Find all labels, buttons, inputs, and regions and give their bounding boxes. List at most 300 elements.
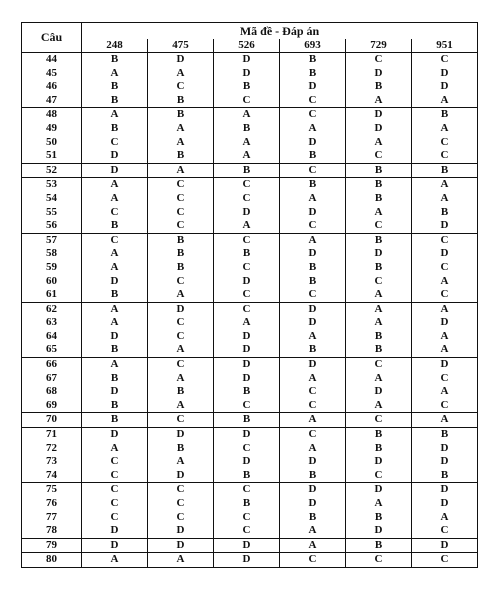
table-row (22, 233, 478, 247)
answer-cell: C (82, 136, 148, 150)
answer-cell: D (214, 372, 280, 386)
answer-cell: B (148, 108, 214, 122)
answer-cell: C (214, 94, 280, 108)
table-row (22, 80, 478, 94)
question-number-cell: 55 (22, 206, 82, 220)
answer-cell: A (148, 372, 214, 386)
answer-cell: C (346, 358, 412, 372)
table-row (22, 483, 478, 497)
answer-cell: A (148, 288, 214, 302)
answer-cell: C (412, 372, 478, 386)
answer-cell: D (412, 358, 478, 372)
answer-cell: C (412, 288, 478, 302)
answer-cell: A (412, 192, 478, 206)
exam-code-header: 248 (82, 39, 148, 53)
answer-cell: B (82, 53, 148, 67)
answer-cell: B (82, 80, 148, 94)
question-number-cell: 59 (22, 261, 82, 275)
table-row (22, 163, 478, 178)
answer-cell: B (214, 385, 280, 399)
answer-cell: A (412, 178, 478, 192)
answer-cell: D (214, 67, 280, 81)
answer-cell: B (148, 385, 214, 399)
answer-cell: C (214, 442, 280, 456)
answer-cell: A (82, 442, 148, 456)
answer-cell: A (346, 206, 412, 220)
answer-cell: C (82, 206, 148, 220)
answer-cell: C (412, 233, 478, 247)
answer-cell: D (214, 343, 280, 357)
answer-cell: D (82, 163, 148, 178)
answer-cell: A (412, 94, 478, 108)
table-row (22, 330, 478, 344)
answer-cell: B (148, 261, 214, 275)
answer-cell: C (148, 192, 214, 206)
question-number-cell: 46 (22, 80, 82, 94)
answer-cell: B (214, 497, 280, 511)
table-row (22, 178, 478, 192)
question-number-cell: 53 (22, 178, 82, 192)
answer-cell: A (346, 94, 412, 108)
answer-cell: D (280, 483, 346, 497)
answer-cell: B (346, 178, 412, 192)
answer-cell: A (148, 122, 214, 136)
table-row (22, 553, 478, 568)
answer-cell: B (346, 442, 412, 456)
answer-cell: D (214, 455, 280, 469)
answer-cell: D (280, 136, 346, 150)
answer-cell: C (214, 261, 280, 275)
answer-cell: A (82, 247, 148, 261)
answer-cell: C (346, 275, 412, 289)
answer-cell: A (214, 219, 280, 233)
answer-cell: A (148, 399, 214, 413)
answer-cell: A (412, 343, 478, 357)
answer-cell: B (280, 178, 346, 192)
answer-cell: A (214, 149, 280, 163)
answer-cell: D (412, 67, 478, 81)
question-number-cell: 67 (22, 372, 82, 386)
answer-rows (22, 53, 478, 568)
answer-cell: B (214, 163, 280, 178)
exam-code-header: 693 (280, 39, 346, 53)
answer-cell: A (412, 302, 478, 316)
answer-cell: B (148, 94, 214, 108)
answer-cell: D (148, 524, 214, 538)
exam-code-header: 526 (214, 39, 280, 53)
table-row (22, 358, 478, 372)
table-row (22, 108, 478, 122)
table-row (22, 511, 478, 525)
answer-cell: C (412, 136, 478, 150)
answer-cell: B (82, 399, 148, 413)
question-number-cell: 68 (22, 385, 82, 399)
answer-cell: D (280, 358, 346, 372)
answer-cell: C (214, 288, 280, 302)
answer-cell: D (148, 538, 214, 553)
question-number-cell: 63 (22, 316, 82, 330)
answer-cell: D (280, 316, 346, 330)
answer-cell: C (280, 385, 346, 399)
answer-cell: D (214, 538, 280, 553)
table-row (22, 316, 478, 330)
answer-cell: D (346, 67, 412, 81)
answer-cell: A (82, 67, 148, 81)
question-number-cell: 57 (22, 233, 82, 247)
answer-cell: B (412, 428, 478, 442)
answer-cell: A (214, 108, 280, 122)
answer-cell: C (82, 469, 148, 483)
answer-cell: C (280, 428, 346, 442)
table-row (22, 372, 478, 386)
answer-cell: B (82, 413, 148, 428)
table-row (22, 442, 478, 456)
answer-cell: B (148, 247, 214, 261)
table-row (22, 343, 478, 357)
table-row (22, 385, 478, 399)
answer-cell: A (82, 302, 148, 316)
answer-cell: B (148, 442, 214, 456)
answer-cell: C (214, 399, 280, 413)
answer-cell: C (346, 219, 412, 233)
answer-cell: C (148, 511, 214, 525)
answer-cell: D (280, 497, 346, 511)
answer-cell: D (148, 428, 214, 442)
answer-cell: C (148, 178, 214, 192)
answer-key-table-wrapper (21, 22, 478, 568)
answer-cell: C (148, 330, 214, 344)
answer-cell: C (214, 233, 280, 247)
table-row (22, 149, 478, 163)
answer-cell: C (82, 483, 148, 497)
answer-cell: A (346, 136, 412, 150)
answer-cell: D (280, 206, 346, 220)
table-row (22, 261, 478, 275)
answer-cell: D (280, 247, 346, 261)
table-row (22, 53, 478, 67)
table-row (22, 302, 478, 316)
answer-cell: D (346, 455, 412, 469)
answer-cell: C (346, 469, 412, 483)
question-number-cell: 52 (22, 163, 82, 178)
answer-cell: C (280, 399, 346, 413)
answer-cell: C (214, 524, 280, 538)
question-number-cell: 49 (22, 122, 82, 136)
question-number-cell: 56 (22, 219, 82, 233)
answer-cell: D (214, 330, 280, 344)
table-row (22, 122, 478, 136)
question-number-cell: 70 (22, 413, 82, 428)
answer-cell: A (82, 178, 148, 192)
answer-cell: A (346, 372, 412, 386)
table-row (22, 94, 478, 108)
answer-cell: A (214, 316, 280, 330)
question-number-cell: 58 (22, 247, 82, 261)
answer-cell: B (346, 511, 412, 525)
answer-cell: B (346, 261, 412, 275)
table-row (22, 192, 478, 206)
answer-cell: D (214, 358, 280, 372)
answer-key-table (21, 22, 478, 568)
answer-cell: A (412, 385, 478, 399)
answer-cell: A (412, 511, 478, 525)
answer-cell: A (280, 538, 346, 553)
answer-cell: D (214, 53, 280, 67)
answer-cell: A (82, 358, 148, 372)
answer-cell: C (280, 219, 346, 233)
answer-cell: D (346, 483, 412, 497)
answer-cell: A (214, 136, 280, 150)
answer-cell: A (280, 330, 346, 344)
exam-code-header: 729 (346, 39, 412, 53)
answer-cell: C (214, 192, 280, 206)
answer-cell: A (280, 442, 346, 456)
exam-code-header: 475 (148, 39, 214, 53)
answer-cell: D (412, 219, 478, 233)
answer-cell: A (148, 163, 214, 178)
answer-cell: C (148, 413, 214, 428)
table-row (22, 497, 478, 511)
answer-cell: C (280, 288, 346, 302)
answer-cell: D (412, 442, 478, 456)
answer-cell: B (214, 247, 280, 261)
answer-cell: B (280, 511, 346, 525)
table-row (22, 413, 478, 428)
answer-cell: B (346, 428, 412, 442)
answer-cell: B (82, 122, 148, 136)
answer-cell: D (346, 247, 412, 261)
answer-cell: C (214, 511, 280, 525)
answer-cell: D (148, 469, 214, 483)
answer-cell: B (82, 94, 148, 108)
answer-cell: D (346, 122, 412, 136)
answer-cell: C (346, 53, 412, 67)
question-number-cell: 77 (22, 511, 82, 525)
table-row (22, 428, 478, 442)
question-number-cell: 80 (22, 553, 82, 568)
answer-cell: D (412, 538, 478, 553)
answer-cell: B (346, 233, 412, 247)
answer-cell: B (346, 163, 412, 178)
question-number-cell: 69 (22, 399, 82, 413)
answer-cell: C (82, 511, 148, 525)
answer-cell: C (412, 553, 478, 568)
answer-cell: C (148, 275, 214, 289)
answer-cell: B (412, 163, 478, 178)
answer-cell: D (82, 385, 148, 399)
answer-cell: B (148, 149, 214, 163)
answer-cell: C (346, 553, 412, 568)
question-number-cell: 62 (22, 302, 82, 316)
question-number-cell: 78 (22, 524, 82, 538)
question-number-cell: 73 (22, 455, 82, 469)
answer-cell: A (148, 67, 214, 81)
question-number-cell: 50 (22, 136, 82, 150)
answer-cell: A (346, 316, 412, 330)
answer-cell: A (82, 108, 148, 122)
answer-cell: B (346, 330, 412, 344)
answer-cell: C (214, 302, 280, 316)
answer-cell: D (280, 455, 346, 469)
answer-cell: B (82, 219, 148, 233)
answer-cell: C (412, 524, 478, 538)
answer-cell: C (148, 206, 214, 220)
answer-cell: C (214, 483, 280, 497)
question-number-cell: 60 (22, 275, 82, 289)
answer-cell: C (148, 358, 214, 372)
answer-cell: A (412, 275, 478, 289)
answer-cell: A (148, 343, 214, 357)
answer-cell: B (214, 469, 280, 483)
answer-cell: D (148, 302, 214, 316)
answer-cell: B (412, 206, 478, 220)
answer-cell: D (82, 428, 148, 442)
answer-cell: B (280, 469, 346, 483)
answer-cell: B (280, 343, 346, 357)
question-number-cell: 54 (22, 192, 82, 206)
question-number-cell: 76 (22, 497, 82, 511)
table-row (22, 219, 478, 233)
answer-cell: C (346, 413, 412, 428)
answer-cell: C (82, 455, 148, 469)
answer-cell: A (148, 553, 214, 568)
answer-cell: C (412, 149, 478, 163)
table-row (22, 455, 478, 469)
answer-cell: B (82, 343, 148, 357)
answer-cell: A (412, 330, 478, 344)
answer-cell: D (412, 497, 478, 511)
table-row (22, 399, 478, 413)
answer-cell: B (214, 413, 280, 428)
answer-cell: C (280, 94, 346, 108)
table-row (22, 275, 478, 289)
exam-code-group-header: Mã đề - Đáp án (82, 23, 478, 40)
answer-cell: B (280, 53, 346, 67)
answer-cell: D (82, 538, 148, 553)
question-number-cell: 44 (22, 53, 82, 67)
answer-cell: A (412, 413, 478, 428)
answer-cell: A (280, 233, 346, 247)
answer-cell: D (82, 275, 148, 289)
answer-cell: A (82, 553, 148, 568)
answer-cell: B (346, 80, 412, 94)
answer-cell: C (82, 233, 148, 247)
question-number-cell: 61 (22, 288, 82, 302)
answer-cell: B (346, 538, 412, 553)
answer-cell: A (280, 413, 346, 428)
answer-cell: D (214, 553, 280, 568)
table-row (22, 136, 478, 150)
answer-cell: A (412, 122, 478, 136)
answer-cell: C (148, 497, 214, 511)
answer-cell: C (412, 261, 478, 275)
answer-cell: A (280, 122, 346, 136)
answer-cell: D (346, 524, 412, 538)
answer-cell: D (214, 428, 280, 442)
answer-cell: C (412, 399, 478, 413)
answer-cell: B (280, 149, 346, 163)
answer-cell: C (280, 108, 346, 122)
answer-cell: A (280, 372, 346, 386)
answer-cell: B (280, 275, 346, 289)
answer-cell: D (280, 80, 346, 94)
answer-cell: A (280, 524, 346, 538)
answer-cell: D (82, 149, 148, 163)
question-number-cell: 72 (22, 442, 82, 456)
answer-cell: A (82, 261, 148, 275)
answer-cell: A (148, 136, 214, 150)
question-number-cell: 66 (22, 358, 82, 372)
answer-cell: D (214, 206, 280, 220)
answer-cell: B (412, 469, 478, 483)
answer-cell: B (214, 122, 280, 136)
exam-code-header: 951 (412, 39, 478, 53)
answer-cell: D (346, 108, 412, 122)
answer-cell: C (148, 316, 214, 330)
answer-cell: D (412, 316, 478, 330)
answer-cell: D (412, 247, 478, 261)
answer-cell: B (412, 108, 478, 122)
answer-cell: B (82, 288, 148, 302)
answer-cell: B (280, 67, 346, 81)
answer-cell: D (214, 275, 280, 289)
table-row (22, 469, 478, 483)
question-number-cell: 74 (22, 469, 82, 483)
answer-cell: D (82, 330, 148, 344)
answer-cell: C (280, 553, 346, 568)
answer-cell: C (148, 219, 214, 233)
answer-cell: C (412, 53, 478, 67)
answer-cell: D (346, 385, 412, 399)
answer-cell: B (214, 80, 280, 94)
question-number-cell: 47 (22, 94, 82, 108)
answer-cell: A (346, 302, 412, 316)
table-row (22, 524, 478, 538)
table-row (22, 206, 478, 220)
answer-cell: A (280, 192, 346, 206)
question-number-cell: 48 (22, 108, 82, 122)
table-row (22, 247, 478, 261)
answer-cell: C (346, 149, 412, 163)
answer-cell: A (346, 497, 412, 511)
answer-cell: B (280, 261, 346, 275)
question-number-cell: 45 (22, 67, 82, 81)
answer-cell: A (82, 192, 148, 206)
answer-cell: B (82, 372, 148, 386)
table-row (22, 288, 478, 302)
table-row (22, 67, 478, 81)
answer-cell: B (346, 343, 412, 357)
answer-cell: C (280, 163, 346, 178)
answer-cell: A (82, 316, 148, 330)
question-number-cell: 64 (22, 330, 82, 344)
table-header (22, 23, 478, 53)
question-number-cell: 71 (22, 428, 82, 442)
answer-cell: D (412, 455, 478, 469)
answer-cell: A (346, 288, 412, 302)
answer-cell: D (412, 483, 478, 497)
answer-cell: D (280, 302, 346, 316)
answer-cell: C (214, 178, 280, 192)
question-number-cell: 51 (22, 149, 82, 163)
answer-cell: D (82, 524, 148, 538)
answer-cell: A (346, 399, 412, 413)
answer-cell: B (148, 233, 214, 247)
question-number-cell: 75 (22, 483, 82, 497)
question-number-cell: 65 (22, 343, 82, 357)
answer-cell: D (412, 80, 478, 94)
answer-cell: C (148, 80, 214, 94)
